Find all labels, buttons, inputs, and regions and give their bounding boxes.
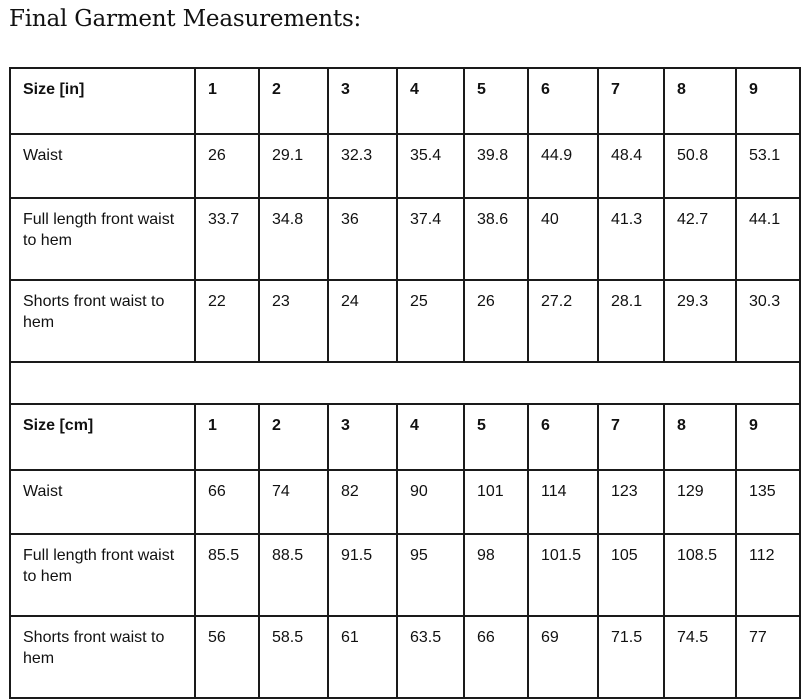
inches-size-3: 3 — [328, 68, 397, 134]
inches-size-9: 9 — [736, 68, 800, 134]
table-cell: 41.3 — [598, 198, 664, 280]
spacer-row — [10, 362, 800, 404]
cm-size-6: 6 — [528, 404, 598, 470]
inches-size-7: 7 — [598, 68, 664, 134]
table-cell: 24 — [328, 280, 397, 362]
inches-size-label: Size [in] — [10, 68, 195, 134]
table-cell: 58.5 — [259, 616, 328, 698]
table-cell: 38.6 — [464, 198, 528, 280]
table-cell: 63.5 — [397, 616, 464, 698]
table-cell: 34.8 — [259, 198, 328, 280]
cm-size-9: 9 — [736, 404, 800, 470]
table-cell: 30.3 — [736, 280, 800, 362]
table-cell: 71.5 — [598, 616, 664, 698]
table-cell: 88.5 — [259, 534, 328, 616]
row-label: Shorts front waist to hem — [10, 280, 195, 362]
table-cell: 90 — [397, 470, 464, 534]
row-label: Full length front waist to hem — [10, 198, 195, 280]
inches-waist-row — [10, 134, 800, 198]
inches-size-6: 6 — [528, 68, 598, 134]
cm-size-3: 3 — [328, 404, 397, 470]
table-cell: 29.3 — [664, 280, 736, 362]
table-cell: 26 — [195, 134, 259, 198]
spacer-cell — [10, 362, 800, 404]
table-cell: 37.4 — [397, 198, 464, 280]
cm-size-5: 5 — [464, 404, 528, 470]
cm-size-8: 8 — [664, 404, 736, 470]
table-cell: 105 — [598, 534, 664, 616]
table-cell: 98 — [464, 534, 528, 616]
cm-waist-row — [10, 470, 800, 534]
table-cell: 32.3 — [328, 134, 397, 198]
inches-shorts-row — [10, 280, 800, 362]
table-cell: 61 — [328, 616, 397, 698]
garment-measurements-table — [9, 67, 801, 699]
table-cell: 36 — [328, 198, 397, 280]
table-cell: 26 — [464, 280, 528, 362]
table-cell: 35.4 — [397, 134, 464, 198]
table-cell: 39.8 — [464, 134, 528, 198]
table-cell: 74 — [259, 470, 328, 534]
inches-size-2: 2 — [259, 68, 328, 134]
table-cell: 44.1 — [736, 198, 800, 280]
cm-header-row — [10, 404, 800, 470]
table-cell: 85.5 — [195, 534, 259, 616]
inches-header-row — [10, 68, 800, 134]
table-cell: 69 — [528, 616, 598, 698]
row-label: Shorts front waist to hem — [10, 616, 195, 698]
table-cell: 50.8 — [664, 134, 736, 198]
inches-size-5: 5 — [464, 68, 528, 134]
table-cell: 53.1 — [736, 134, 800, 198]
table-cell: 114 — [528, 470, 598, 534]
table-cell: 101 — [464, 470, 528, 534]
cm-size-2: 2 — [259, 404, 328, 470]
inches-full-length-row — [10, 198, 800, 280]
inches-size-4: 4 — [397, 68, 464, 134]
table-cell: 129 — [664, 470, 736, 534]
inches-size-1: 1 — [195, 68, 259, 134]
row-label: Waist — [10, 470, 195, 534]
cm-shorts-row — [10, 616, 800, 698]
table-cell: 33.7 — [195, 198, 259, 280]
row-label: Waist — [10, 134, 195, 198]
cm-size-1: 1 — [195, 404, 259, 470]
cm-size-4: 4 — [397, 404, 464, 470]
table-cell: 56 — [195, 616, 259, 698]
table-cell: 101.5 — [528, 534, 598, 616]
table-cell: 66 — [195, 470, 259, 534]
cm-size-7: 7 — [598, 404, 664, 470]
table-cell: 123 — [598, 470, 664, 534]
inches-size-8: 8 — [664, 68, 736, 134]
page-title: Final Garment Measurements: — [9, 6, 362, 32]
table-cell: 28.1 — [598, 280, 664, 362]
table-cell: 44.9 — [528, 134, 598, 198]
table-cell: 135 — [736, 470, 800, 534]
table-cell: 112 — [736, 534, 800, 616]
table-cell: 77 — [736, 616, 800, 698]
table-cell: 23 — [259, 280, 328, 362]
table-cell: 108.5 — [664, 534, 736, 616]
table-cell: 95 — [397, 534, 464, 616]
table-cell: 42.7 — [664, 198, 736, 280]
table-cell: 25 — [397, 280, 464, 362]
table-cell: 82 — [328, 470, 397, 534]
table-cell: 91.5 — [328, 534, 397, 616]
table-cell: 48.4 — [598, 134, 664, 198]
cm-full-length-row — [10, 534, 800, 616]
table-cell: 27.2 — [528, 280, 598, 362]
table-cell: 40 — [528, 198, 598, 280]
table-cell: 22 — [195, 280, 259, 362]
cm-size-label: Size [cm] — [10, 404, 195, 470]
table-cell: 74.5 — [664, 616, 736, 698]
table-cell: 66 — [464, 616, 528, 698]
row-label: Full length front waist to hem — [10, 534, 195, 616]
table-cell: 29.1 — [259, 134, 328, 198]
